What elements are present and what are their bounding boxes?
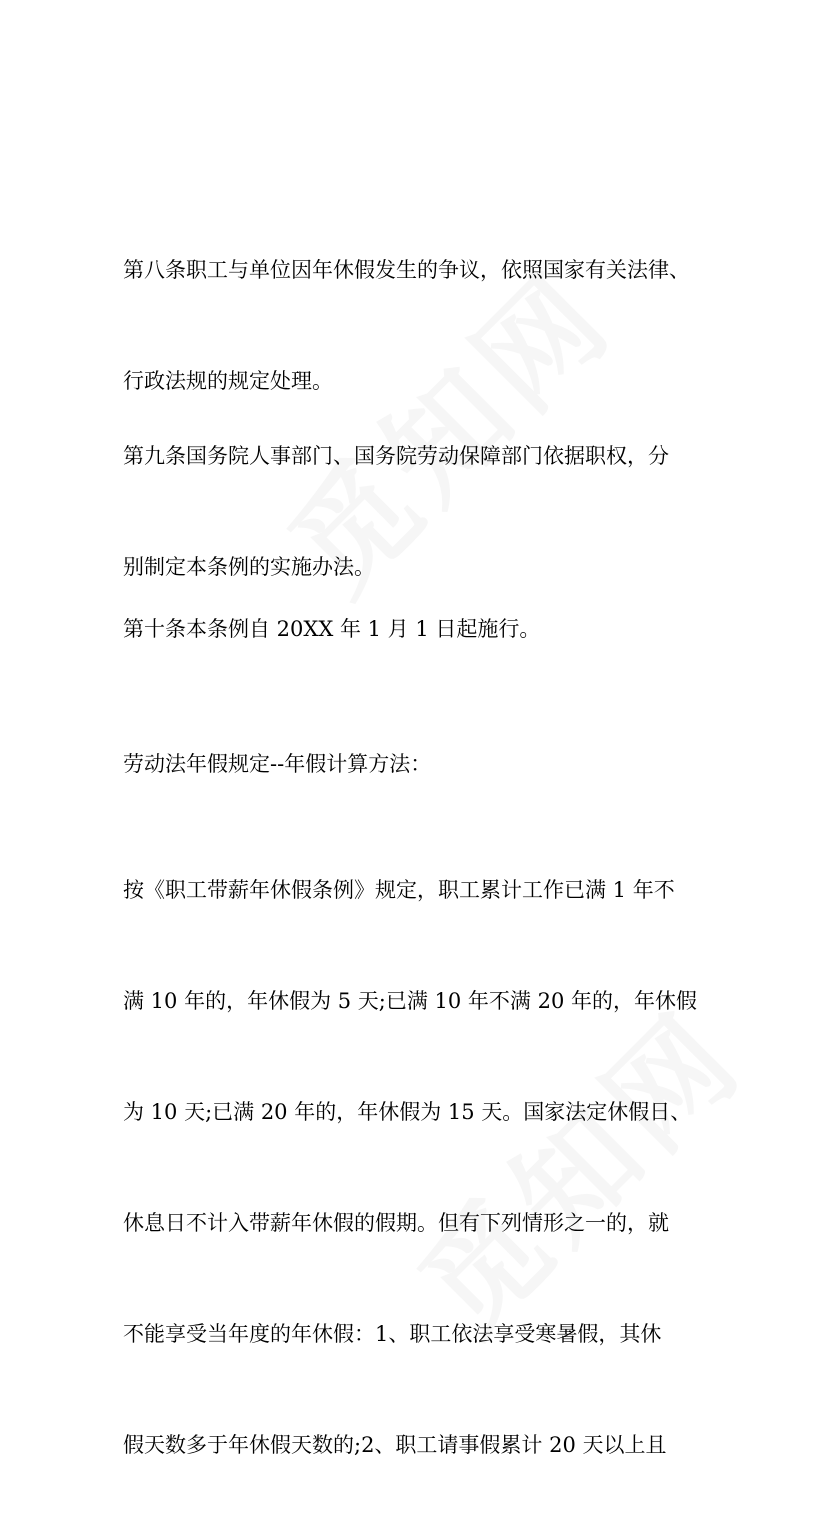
text-line: 第八条职工与单位因年休假发生的争议，依照国家有关法律、: [123, 258, 690, 282]
text-line: 休息日不计入带薪年休假的假期。但有下列情形之一的，就: [123, 1211, 669, 1235]
text-line: 第十条本条例自 20XX 年 1 月 1 日起施行。: [123, 617, 541, 641]
text-line: 行政法规的规定处理。: [123, 369, 333, 393]
text-line: 假天数多于年休假天数的;2、职工请事假累计 20 天以上且: [123, 1433, 667, 1457]
text-line: 别制定本条例的实施办法。: [123, 555, 375, 579]
paragraph-calculation: [123, 798, 723, 1538]
text-line: 劳动法年假规定--年假计算方法：: [123, 752, 432, 776]
text-line: 第九条国务院人事部门、国务院劳动保障部门依据职权，分: [123, 444, 669, 468]
text-line: 为 10 天;已满 20 年的，年休假为 15 天。国家法定休假日、: [123, 1100, 692, 1124]
text-line: 满 10 年的，年休假为 5 天;已满 10 年不满 20 年的，年休假: [123, 989, 698, 1013]
text-line: 按《职工带薪年休假条例》规定，职工累计工作已满 1 年不: [123, 878, 675, 902]
text-line: 不能享受当年度的年休假：1、职工依法享受寒暑假，其休: [123, 1322, 662, 1346]
